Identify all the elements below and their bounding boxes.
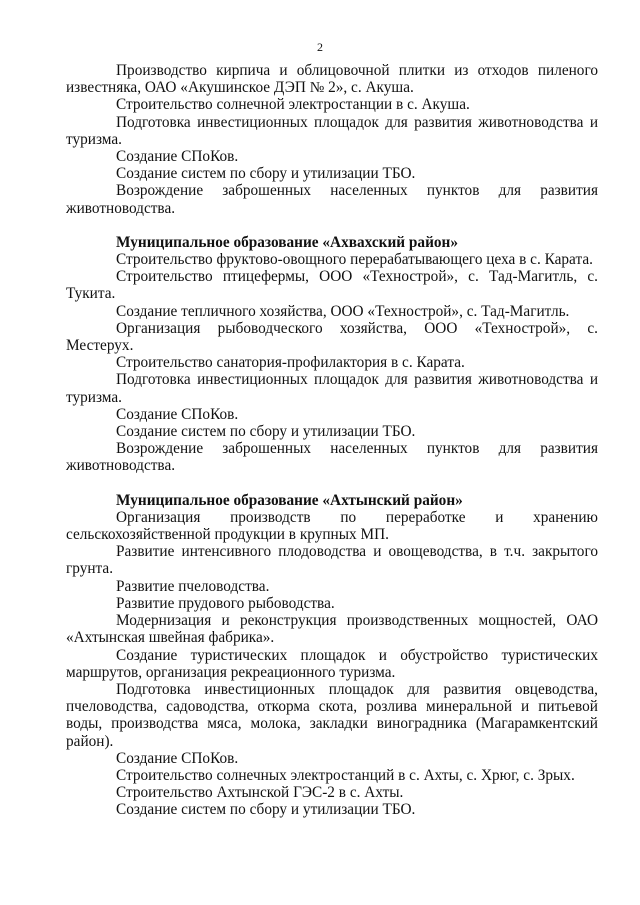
- paragraph: Создание систем по сбору и утилизации ТБО.: [116, 423, 416, 441]
- paragraph: Возрождение заброшенных населенных пунктов для развития животноводства.: [66, 182, 598, 217]
- section-title: Муниципальное образование «Ахтынский район»: [116, 491, 463, 509]
- paragraph: Организация производств по переработке и хранению сельскохозяйственной продукции в крупных МП.: [66, 508, 598, 544]
- paragraph: Модернизация и реконструкция производственных мощностей, ОАО «Ахтынская швейная фабрика».: [66, 612, 598, 647]
- paragraph: Создание тепличного хозяйства, ООО «Технострой», с. Тад-Магитль.: [116, 302, 570, 320]
- paragraph: Производство кирпича и облицовочной плитки из отходов пиленого известняка, ОАО «Акушинское ДЭП № 2», с. Акуша.: [66, 62, 598, 97]
- paragraph: Строительство Ахтынской ГЭС-2 в с. Ахты.: [116, 784, 404, 802]
- paragraph: Строительство солнечных электростанций в с. Ахты, с. Хрюг, с. Зрых.: [116, 766, 575, 784]
- paragraph: Создание СПоКов.: [116, 148, 239, 166]
- paragraph: Строительство фруктово-овощного перерабатывающего цеха в с. Карата.: [116, 251, 593, 269]
- paragraph: Создание систем по сбору и утилизации ТБО.: [116, 801, 416, 819]
- page-number: 2: [317, 40, 323, 54]
- paragraph: Организация рыбоводческого хозяйства, ООО «Технострой», с. Местерух.: [66, 319, 598, 355]
- paragraph: Строительство санатория-профилактория в с. Карата.: [116, 354, 465, 372]
- paragraph: Развитие интенсивного плодоводства и овощеводства, в т.ч. закрытого грунта.: [66, 543, 598, 578]
- paragraph: Создание туристических площадок и обустройство туристических маршрутов, организация рекреационного туризма.: [66, 646, 598, 681]
- paragraph: Развитие прудового рыбоводства.: [116, 594, 335, 612]
- paragraph: Строительство солнечной электростанции в с. Акуша.: [116, 96, 470, 114]
- paragraph: Подготовка инвестиционных площадок для развития овцеводства, пчеловодства, садоводства, откорма скота, розлива минеральной и питьевой воды, производства мяса, молока, закладки виноградника (Магарамкентский район).: [66, 680, 598, 750]
- paragraph: Возрождение заброшенных населенных пунктов для развития животноводства.: [66, 440, 598, 475]
- paragraph: Создание СПоКов.: [116, 749, 239, 767]
- section-akhtyn: [66, 492, 598, 819]
- paragraph: Развитие пчеловодства.: [116, 577, 270, 595]
- paragraph: Создание систем по сбору и утилизации ТБО.: [116, 165, 416, 183]
- paragraph: Строительство птицефермы, ООО «Технострой», с. Тад-Магитль, с. Тукита.: [66, 268, 598, 303]
- section-title: Муниципальное образование «Ахвахский район»: [116, 233, 459, 251]
- paragraph: Создание СПоКов.: [116, 405, 239, 423]
- section-akhvakh: [66, 234, 598, 475]
- paragraph: Подготовка инвестиционных площадок для развития животноводства и туризма.: [66, 113, 598, 148]
- paragraph: Подготовка инвестиционных площадок для развития животноводства и туризма.: [66, 371, 598, 406]
- document-body: [66, 62, 598, 819]
